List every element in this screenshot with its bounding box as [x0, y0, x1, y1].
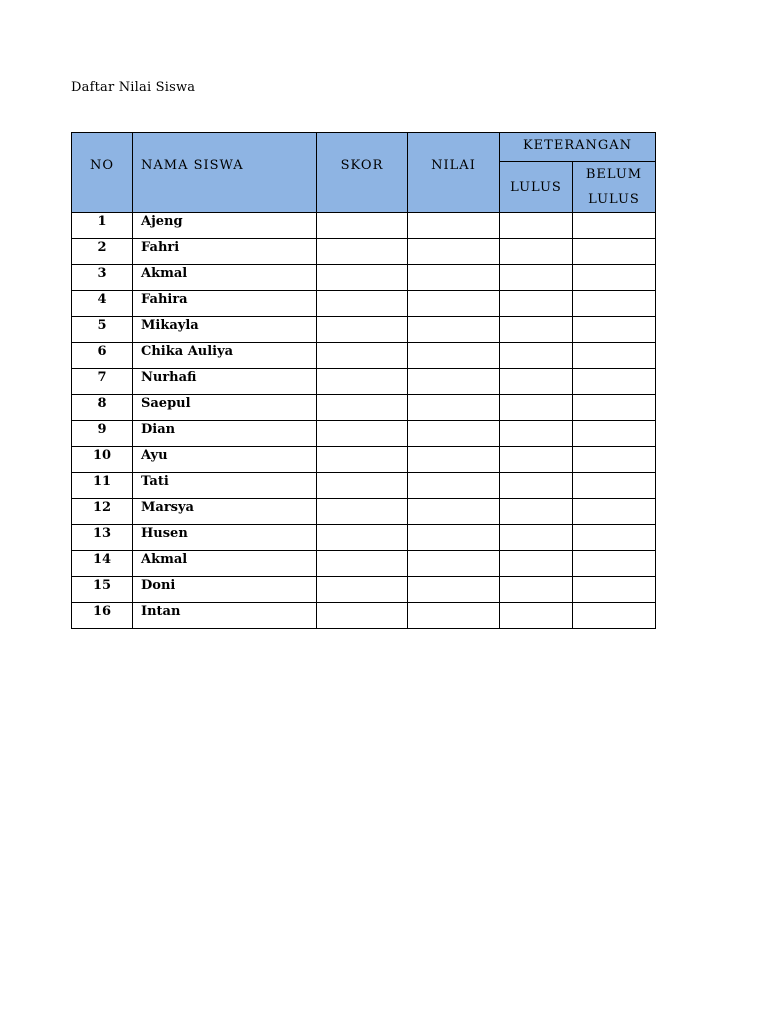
cell-skor	[317, 369, 408, 395]
cell-belum-lulus	[573, 473, 656, 499]
table-row	[72, 421, 656, 447]
cell-skor	[317, 473, 408, 499]
cell-nilai	[408, 291, 500, 317]
cell-lulus	[500, 317, 573, 343]
cell-nama-siswa: Akmal	[133, 551, 317, 577]
cell-nilai	[408, 499, 500, 525]
header-belum-lulus	[573, 162, 656, 213]
table-row	[72, 213, 656, 239]
table-row	[72, 317, 656, 343]
cell-nama-siswa: Ayu	[133, 447, 317, 473]
header-nama-siswa: NAMA SISWA	[133, 133, 317, 213]
cell-skor	[317, 447, 408, 473]
cell-skor	[317, 499, 408, 525]
table-row	[72, 473, 656, 499]
table-row	[72, 239, 656, 265]
cell-nama-siswa: Dian	[133, 421, 317, 447]
cell-nama-siswa: Fahira	[133, 291, 317, 317]
cell-no: 12	[72, 499, 133, 525]
cell-nama-siswa: Husen	[133, 525, 317, 551]
cell-skor	[317, 291, 408, 317]
cell-nama-siswa: Nurhafi	[133, 369, 317, 395]
cell-skor	[317, 343, 408, 369]
table-row	[72, 577, 656, 603]
cell-lulus	[500, 525, 573, 551]
cell-skor	[317, 317, 408, 343]
cell-nilai	[408, 421, 500, 447]
cell-no: 11	[72, 473, 133, 499]
cell-belum-lulus	[573, 603, 656, 629]
table-row	[72, 291, 656, 317]
cell-nilai	[408, 343, 500, 369]
cell-no: 9	[72, 421, 133, 447]
cell-nilai	[408, 603, 500, 629]
cell-lulus	[500, 239, 573, 265]
cell-belum-lulus	[573, 239, 656, 265]
table-row	[72, 447, 656, 473]
header-no: NO	[72, 133, 133, 213]
cell-no: 8	[72, 395, 133, 421]
header-keterangan: KETERANGAN	[500, 133, 656, 162]
cell-nilai	[408, 577, 500, 603]
cell-nilai	[408, 265, 500, 291]
table-row	[72, 265, 656, 291]
cell-nama-siswa: Mikayla	[133, 317, 317, 343]
cell-nilai	[408, 369, 500, 395]
page-title: Daftar Nilai Siswa	[71, 80, 196, 95]
cell-nama-siswa: Akmal	[133, 265, 317, 291]
cell-lulus	[500, 577, 573, 603]
cell-lulus	[500, 395, 573, 421]
table-row	[72, 499, 656, 525]
table-row	[72, 395, 656, 421]
cell-skor	[317, 239, 408, 265]
cell-nilai	[408, 213, 500, 239]
cell-nilai	[408, 239, 500, 265]
table-row	[72, 603, 656, 629]
cell-nilai	[408, 473, 500, 499]
cell-lulus	[500, 369, 573, 395]
cell-skor	[317, 525, 408, 551]
cell-belum-lulus	[573, 421, 656, 447]
table-row	[72, 369, 656, 395]
cell-belum-lulus	[573, 525, 656, 551]
cell-nilai	[408, 395, 500, 421]
cell-nama-siswa: Tati	[133, 473, 317, 499]
cell-no: 3	[72, 265, 133, 291]
cell-lulus	[500, 551, 573, 577]
cell-belum-lulus	[573, 369, 656, 395]
cell-nama-siswa: Doni	[133, 577, 317, 603]
header-nilai: NILAI	[408, 133, 500, 213]
cell-lulus	[500, 447, 573, 473]
cell-no: 4	[72, 291, 133, 317]
cell-belum-lulus	[573, 213, 656, 239]
cell-belum-lulus	[573, 577, 656, 603]
cell-lulus	[500, 291, 573, 317]
cell-lulus	[500, 265, 573, 291]
cell-no: 7	[72, 369, 133, 395]
cell-no: 1	[72, 213, 133, 239]
cell-belum-lulus	[573, 343, 656, 369]
cell-skor	[317, 265, 408, 291]
cell-lulus	[500, 213, 573, 239]
cell-nilai	[408, 317, 500, 343]
table-body	[72, 213, 656, 629]
cell-belum-lulus	[573, 395, 656, 421]
cell-belum-lulus	[573, 499, 656, 525]
cell-skor	[317, 603, 408, 629]
cell-nama-siswa: Fahri	[133, 239, 317, 265]
cell-belum-lulus	[573, 317, 656, 343]
cell-belum-lulus	[573, 291, 656, 317]
cell-belum-lulus	[573, 447, 656, 473]
cell-no: 6	[72, 343, 133, 369]
cell-nama-siswa: Saepul	[133, 395, 317, 421]
cell-skor	[317, 213, 408, 239]
cell-no: 2	[72, 239, 133, 265]
cell-skor	[317, 577, 408, 603]
cell-skor	[317, 395, 408, 421]
cell-no: 10	[72, 447, 133, 473]
table-header	[72, 133, 656, 213]
cell-lulus	[500, 499, 573, 525]
cell-no: 5	[72, 317, 133, 343]
table-row	[72, 525, 656, 551]
cell-lulus	[500, 421, 573, 447]
cell-belum-lulus	[573, 265, 656, 291]
table-row	[72, 343, 656, 369]
cell-nama-siswa: Intan	[133, 603, 317, 629]
cell-nama-siswa: Marsya	[133, 499, 317, 525]
header-belum-lulus-line1: BELUM	[585, 167, 643, 182]
cell-nama-siswa: Ajeng	[133, 213, 317, 239]
cell-nama-siswa: Chika Auliya	[133, 343, 317, 369]
cell-no: 14	[72, 551, 133, 577]
header-skor: SKOR	[317, 133, 408, 213]
cell-no: 16	[72, 603, 133, 629]
cell-skor	[317, 551, 408, 577]
cell-belum-lulus	[573, 551, 656, 577]
header-belum-lulus-line2: LULUS	[588, 192, 640, 207]
grade-table	[71, 132, 656, 629]
cell-lulus	[500, 603, 573, 629]
cell-no: 13	[72, 525, 133, 551]
cell-nilai	[408, 447, 500, 473]
header-lulus: LULUS	[500, 162, 573, 213]
table-row	[72, 551, 656, 577]
cell-skor	[317, 421, 408, 447]
cell-no: 15	[72, 577, 133, 603]
cell-nilai	[408, 525, 500, 551]
cell-lulus	[500, 343, 573, 369]
cell-lulus	[500, 473, 573, 499]
cell-nilai	[408, 551, 500, 577]
